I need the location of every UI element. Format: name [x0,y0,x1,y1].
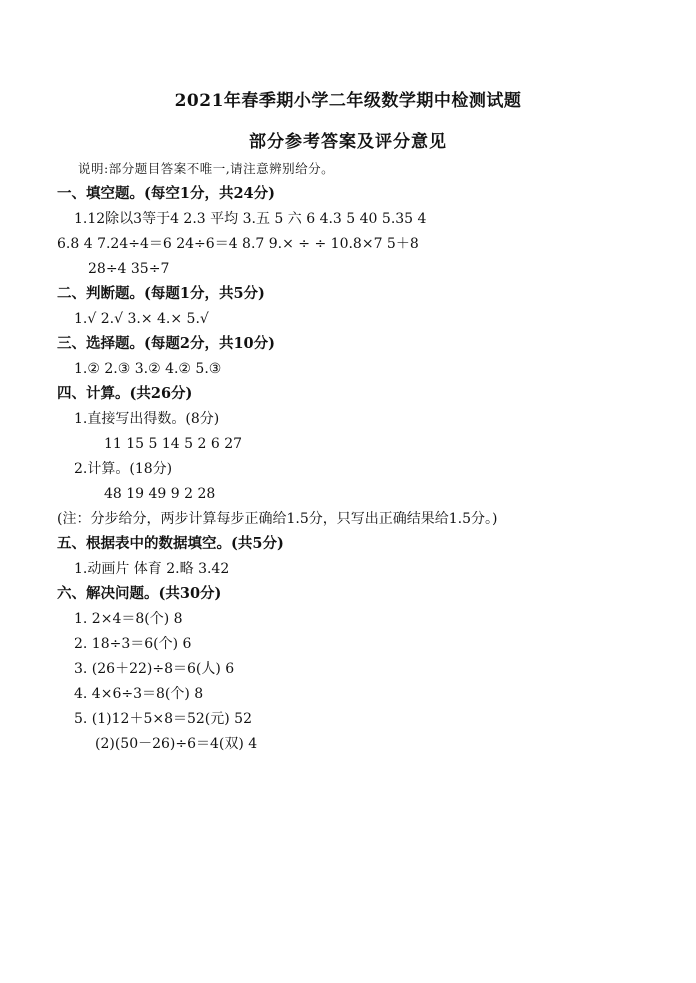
section-6-heading: 六、解决问题。(共30分) [57,585,222,602]
document-subtitle: 部分参考答案及评分意见 [249,132,447,152]
section-4-line-2: 11 15 5 14 5 2 6 27 [104,436,243,452]
section-4-line-4: 48 19 49 9 2 28 [104,486,216,502]
grading-note: 说明:部分题目答案不唯一,请注意辨别给分。 [78,161,335,176]
section-2-heading: 二、判断题。(每题1分，共5分) [57,285,265,302]
section-6-line-4: 4. 4×6÷3＝8(个) 8 [74,686,204,702]
section-6-line-1: 1. 2×4＝8(个) 8 [74,611,183,627]
section-6-line-2: 2. 18÷3＝6(个) 6 [74,636,192,652]
section-1-line-1: 1.12除以3等于4 2.3 平均 3.五 5 六 6 4.3 5 40 5.35 4 [74,211,427,227]
section-3-line-1: 1.② 2.③ 3.② 4.② 5.③ [74,361,222,377]
section-1-line-3: 28÷4 35÷7 [88,261,170,277]
section-3-heading: 三、选择题。(每题2分，共10分) [57,335,275,352]
section-5-heading: 五、根据表中的数据填空。(共5分) [57,535,284,552]
section-4-line-5: (注：分步给分，两步计算每步正确给1.5分，只写出正确结果给1.5分。) [57,511,498,527]
section-6-line-5: 5. (1)12＋5×8＝52(元) 52 [74,711,253,727]
section-2-line-1: 1.√ 2.√ 3.× 4.× 5.√ [74,311,209,327]
section-6-line-3: 3. (26＋22)÷8＝6(人) 6 [74,661,235,677]
section-5-line-1: 1.动画片 体育 2.略 3.42 [74,561,230,577]
section-4-heading: 四、计算。(共26分) [57,385,193,402]
document-title: 2021年春季期小学二年级数学期中检测试题 [174,91,522,111]
section-1-heading: 一、填空题。(每空1分，共24分) [57,185,275,202]
section-6-line-6: (2)(50－26)÷6＝4(双) 4 [95,736,258,752]
section-1-line-2: 6.8 4 7.24÷4＝6 24÷6＝4 8.7 9.× ÷ ÷ 10.8×7 5＋8 [57,236,419,252]
section-4-line-3: 2.计算。(18分) [74,461,173,477]
section-4-line-1: 1.直接写出得数。(8分) [74,411,220,427]
